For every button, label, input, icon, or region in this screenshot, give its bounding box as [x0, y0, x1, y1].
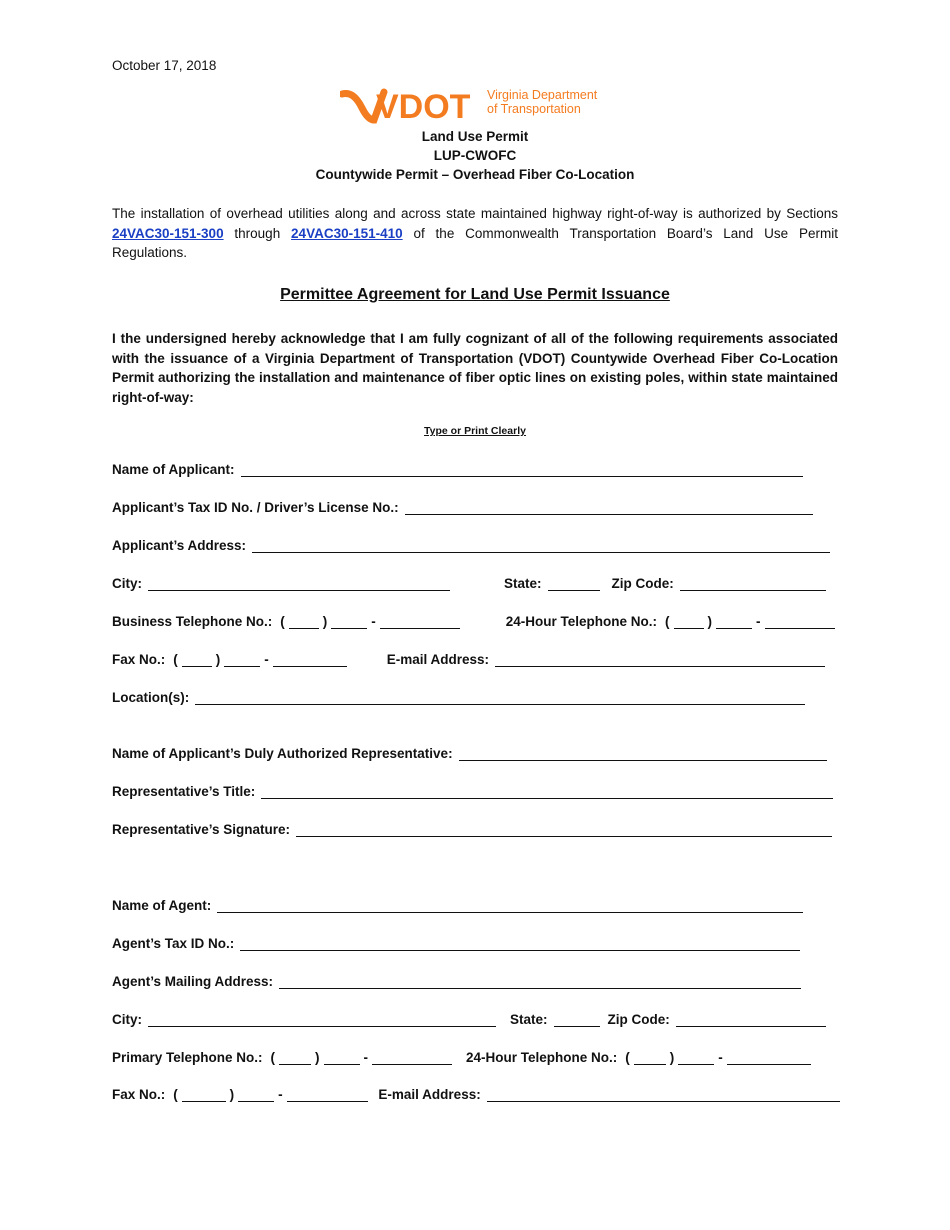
document-date: October 17, 2018: [112, 58, 217, 73]
applicant-fax-row: Fax No.: ( ) - E-mail Address:: [112, 647, 840, 667]
applicant-state-field[interactable]: [548, 576, 600, 591]
rep-name-row: Name of Applicant’s Duly Authorized Representative:: [112, 741, 840, 761]
locations-field[interactable]: [195, 690, 805, 705]
applicant-email-field[interactable]: [495, 652, 825, 667]
applicant-address-row: Applicant’s Address:: [112, 533, 840, 553]
rep-name-field[interactable]: [459, 746, 827, 761]
rep-signature-row: Representative’s Signature:: [112, 817, 840, 837]
agent-zip-field[interactable]: [676, 1012, 826, 1027]
vdot-wordmark: VDOT: [376, 88, 471, 126]
primary-phone-prefix-field[interactable]: [324, 1050, 360, 1065]
applicant-tax-row: Applicant’s Tax ID No. / Driver’s License No.:: [112, 495, 840, 515]
agent-fax-prefix-field[interactable]: [238, 1087, 274, 1102]
business-phone-prefix-field[interactable]: [331, 614, 367, 629]
fax-prefix-field[interactable]: [224, 652, 260, 667]
fax-line-field[interactable]: [273, 652, 347, 667]
agent-hour24-line-field[interactable]: [727, 1050, 811, 1065]
agent-name-field[interactable]: [217, 898, 803, 913]
applicant-phone-row: Business Telephone No.: ( ) - 24-Hour Telephone No.: ( ) -: [112, 609, 840, 629]
regulation-link-410[interactable]: 24VAC30-151-410: [291, 225, 403, 241]
agent-fax-area-field[interactable]: [182, 1087, 226, 1102]
applicant-locations-row: Location(s):: [112, 685, 840, 705]
permit-type: Land Use Permit: [421, 129, 529, 144]
business-phone-line-field[interactable]: [380, 614, 460, 629]
applicant-city-field[interactable]: [148, 576, 450, 591]
primary-phone-line-field[interactable]: [372, 1050, 452, 1065]
hour24-phone-area-field[interactable]: [674, 614, 704, 629]
applicant-address-field[interactable]: [252, 538, 830, 553]
permit-description: Countywide Permit – Overhead Fiber Co-Location: [315, 167, 635, 182]
applicant-zip-field[interactable]: [680, 576, 826, 591]
agent-city-row: City: State: Zip Code:: [112, 1007, 840, 1027]
permit-code: LUP-CWOFC: [433, 148, 517, 163]
applicant-city-row: City: State: Zip Code:: [112, 571, 840, 591]
fax-area-field[interactable]: [182, 652, 212, 667]
agreement-title: Permittee Agreement for Land Use Permit Issuance: [280, 286, 670, 303]
agent-phone-row: Primary Telephone No.: ( ) - 24-Hour Telephone No.: ( ) -: [112, 1045, 840, 1065]
vdot-logo: [340, 86, 620, 126]
applicant-tax-field[interactable]: [405, 500, 813, 515]
agent-city-field[interactable]: [148, 1012, 496, 1027]
regulation-link-300[interactable]: 24VAC30-151-300: [112, 225, 224, 241]
agent-hour24-prefix-field[interactable]: [678, 1050, 714, 1065]
rep-signature-field[interactable]: [296, 822, 832, 837]
primary-phone-area-field[interactable]: [279, 1050, 311, 1065]
agent-email-field[interactable]: [487, 1087, 840, 1102]
applicant-name-row: Name of Applicant:: [112, 457, 840, 477]
rep-title-field[interactable]: [261, 784, 833, 799]
hour24-phone-prefix-field[interactable]: [716, 614, 752, 629]
agent-tax-row: Agent’s Tax ID No.:: [112, 931, 840, 951]
intro-paragraph: The installation of overhead utilities along and across state maintained highway right-of-way is authorized by Sections 24VAC30-151-300 through 24VAC30-151-410 of the Commonwealth Transportation Board’s Land Use Permit Regulations.: [112, 206, 838, 260]
rep-title-row: Representative’s Title:: [112, 779, 840, 799]
agent-address-field[interactable]: [279, 974, 801, 989]
applicant-name-field[interactable]: [241, 462, 803, 477]
hour24-phone-line-field[interactable]: [765, 614, 835, 629]
vdot-logo-text: Virginia Department of Transportation: [487, 88, 598, 116]
agent-name-row: Name of Agent:: [112, 893, 840, 913]
agent-state-field[interactable]: [554, 1012, 600, 1027]
agent-tax-field[interactable]: [240, 936, 800, 951]
business-phone-area-field[interactable]: [289, 614, 319, 629]
agent-hour24-area-field[interactable]: [634, 1050, 666, 1065]
print-instruction: Type or Print Clearly: [424, 425, 526, 437]
acknowledgement-paragraph: I the undersigned hereby acknowledge that I am fully cognizant of all of the following requirements associated with the issuance of a Virginia Department of Transportation (VDOT) Countywide Overhead Fiber Co-Location Permit authorizing the installation and maintenance of fiber optic lines on existing poles, within state maintained right-of-way:: [112, 331, 838, 405]
vdot-logo-mark: [340, 86, 486, 126]
agent-fax-row: Fax No.: ( ) - E-mail Address:: [112, 1082, 840, 1102]
agent-address-row: Agent’s Mailing Address:: [112, 969, 840, 989]
agent-fax-line-field[interactable]: [287, 1087, 369, 1102]
